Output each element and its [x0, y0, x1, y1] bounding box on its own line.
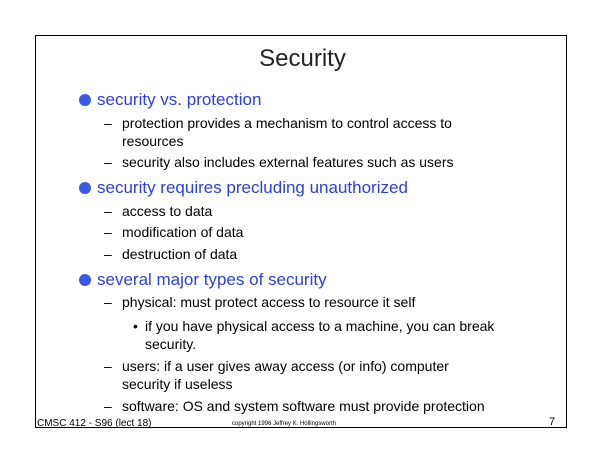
dash-icon: – [104, 203, 112, 219]
dash-icon: – [104, 398, 112, 414]
dash-icon: – [104, 294, 112, 310]
footer-copyright: copyright 1996 Jeffrey K. Hollingsworth [232, 421, 336, 427]
bullet-dot-icon [79, 94, 91, 106]
subitem-1-1: protection provides a mechanism to control access to [122, 115, 452, 131]
bullet-dot-icon [79, 182, 91, 194]
subitem-1-2: security also includes external features such as users [122, 154, 454, 170]
dash-icon: – [104, 115, 112, 131]
dash-icon: – [104, 358, 112, 374]
dash-icon: – [104, 246, 112, 262]
subsubitem-3-1-1: if you have physical access to a machine, you can break [145, 318, 495, 334]
subitem-3-3: software: OS and system software must provide protection [122, 398, 485, 414]
dash-icon: – [104, 224, 112, 240]
subitem-3-1: physical: must protect access to resource it self [122, 294, 416, 310]
slide-title: Security [259, 45, 346, 72]
subitem-2-2: modification of data [122, 224, 244, 240]
subitem-3-2-continuation: security if useless [122, 376, 233, 392]
bullet-2-text: security requires precluding unauthorized [97, 178, 408, 197]
subitem-2-1: access to data [122, 203, 213, 219]
subitem-3-2: users: if a user gives away access (or info) computer [122, 358, 449, 374]
bullet-3-text: several major types of security [97, 270, 327, 289]
sub-bullet-dot-icon: • [133, 318, 138, 334]
bullet-1-text: security vs. protection [97, 90, 262, 109]
page-number: 7 [549, 416, 556, 428]
bullet-dot-icon [79, 274, 91, 286]
dash-icon: – [104, 154, 112, 170]
subitem-2-3: destruction of data [122, 246, 238, 262]
subsubitem-3-1-1-continuation: security. [145, 336, 197, 352]
footer-course-label: CMSC 412 - S96 (lect 18) [37, 418, 152, 429]
subitem-1-1-continuation: resources [122, 133, 184, 149]
